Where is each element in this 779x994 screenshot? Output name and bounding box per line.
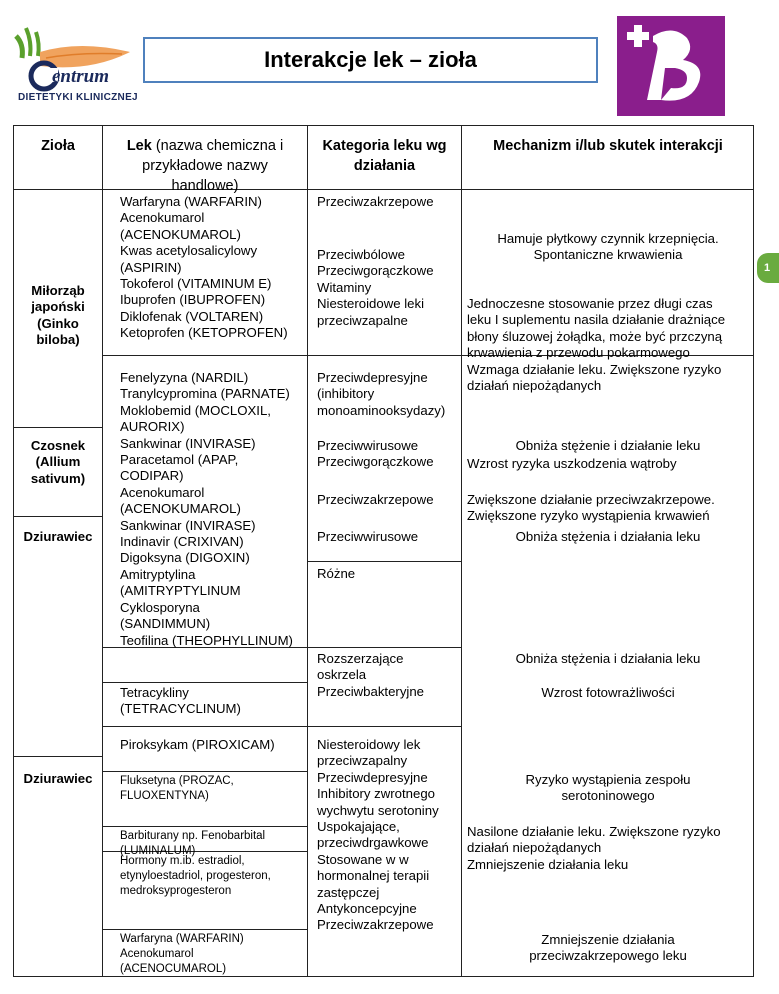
drug-cell: Barbiturany np. Fenobarbital (LUMINALUM) — [120, 830, 266, 857]
column-divider — [307, 126, 308, 976]
centrum-logo — [10, 18, 140, 114]
drug-cell: Tetracykliny (TETRACYCLINUM) — [120, 685, 241, 717]
effect-cell: Obniża stężenie i działanie leku — [515, 438, 701, 453]
header-drug — [103, 136, 307, 196]
row-divider — [103, 826, 308, 827]
row-divider — [103, 726, 462, 727]
row-divider — [14, 756, 103, 757]
row-divider — [103, 929, 308, 930]
drug-cell: Warfaryna (WARFARIN) Acenokumarol (ACENOCUMAROL) — [120, 933, 244, 975]
effect-cell: Zwiększone działanie przeciwzakrzepowe. Zwiększone ryzyko wystąpienia krwawień — [467, 492, 715, 524]
effect-cell: Obniża stężenia i działania leku — [515, 651, 701, 666]
b-cross-icon — [617, 16, 725, 116]
category-cell: Różne — [317, 566, 356, 581]
category-cell: Przeciwwirusowe — [317, 529, 419, 544]
category-cell: Przeciwzakrzepowe — [317, 194, 434, 209]
category-cell: Przeciwdepresyjne (inhibitory monoaminooksydazy) — [317, 370, 446, 418]
header-category: Kategoria leku wg działania — [322, 138, 447, 174]
effect-cell: Jednoczesne stosowanie przez długi czas leku I suplementu nasila działanie drażniące błony śluzowej żołądka, może być przczyną krwawienia z przewodu pokarmowego Wzmaga działanie leku. Zwiększone ryzyko działań niepożądanych — [467, 296, 726, 394]
header-drug-rest: (nazwa chemiczna i przykładowe nazwy handlowe) — [142, 138, 284, 194]
page-number-tab: 1 — [757, 253, 779, 283]
drug-cell: Fluksetyna (PROZAC, FLUOXENTYNA) — [120, 775, 234, 802]
brand-logo — [617, 16, 725, 116]
row-divider — [14, 427, 103, 428]
row-divider — [103, 771, 308, 772]
herb-ginkgo: Miłorząb japoński (Ginko biloba) — [31, 283, 85, 348]
drug-cell: Warfaryna (WARFARIN) Acenokumarol (ACENOKUMAROL) Kwas acetylosalicylowy (ASPIRIN) Tokoferol (VITAMINUM E) Ibuprofen (IBUPROFEN) Diklofenak (VOLTAREN) Ketoprofen (KETOPROFEN) — [120, 194, 288, 341]
header-drug-bold: Lek — [126, 138, 152, 154]
herb-st-johns-wort: Dziurawiec — [23, 529, 93, 544]
category-cell: Niesteroidowy lek przeciwzapalny Przeciwdepresyjne Inhibitory zwrotnego wychwytu serotoniny Uspokajające, przeciwdrgawkowe Stosowane w w hormonalnej terapii zastępczej Antykoncepcyjne Przeciwzakrzepowe — [317, 737, 439, 933]
drug-cell: Fenelyzyna (NARDIL) Tranylcypromina (PARNATE) Moklobemid (MOCLOXIL, AURORIX) Sankwinar (INVIRASE) Paracetamol (APAP, CODIPAR) Acenokumarol (ACENOKUMAROL) Sankwinar (INVIRASE) Indinavir (CRIXIVAN) Digoksyna (DIGOXIN) Amitryptylina (AMITRYPTYLINUM Cyklosporyna (SANDIMMUN) Teofilina (THEOPHYLLINUM) — [120, 370, 293, 648]
category-cell: Przeciwbólowe Przeciwgorączkowe Witaminy Niesteroidowe leki przeciwzapalne — [317, 247, 434, 328]
logo-subtitle: DIETETYKI KLINICZNEJ — [18, 92, 138, 103]
header-herbs: Zioła — [41, 138, 75, 154]
drug-cell: Piroksykam (PIROXICAM) — [120, 737, 275, 752]
effect-cell: Wzrost fotowrażliwości — [541, 685, 675, 700]
drug-cell: Hormony m.ib. estradiol, etynyloestadriol, progesteron, medroksyprogesteron — [120, 855, 271, 897]
row-divider — [103, 682, 308, 683]
effect-cell: Ryzyko wystąpienia zespołu serotoninowego — [525, 772, 691, 804]
header-mechanism: Mechanizm i/lub skutek interakcji — [493, 138, 723, 154]
effect-cell: Obniża stężenia i działania leku — [515, 529, 701, 544]
effect-cell: Hamuje płytkowy czynnik krzepnięcia. Spontaniczne krwawienia — [497, 231, 719, 263]
interaction-table — [13, 125, 754, 977]
row-divider — [308, 561, 462, 562]
category-cell: Przeciwwirusowe Przeciwgorączkowe — [317, 438, 434, 470]
column-divider — [102, 126, 103, 976]
category-cell: Rozszerzające oskrzela Przeciwbakteryjne — [317, 651, 425, 699]
effect-cell: Zmniejszenie działania przeciwzakrzepowego leku — [529, 932, 687, 964]
page-title: Interakcje lek – zioła — [143, 37, 598, 83]
effect-cell: Wzrost ryzyka uszkodzenia wątroby — [467, 456, 677, 471]
row-divider — [14, 516, 103, 517]
logo-wordmark: entrum — [52, 66, 110, 87]
category-cell: Przeciwzakrzepowe — [317, 492, 434, 507]
herb-st-johns-wort-2: Dziurawiec — [23, 771, 93, 786]
effect-cell: Nasilone działanie leku. Zwiększone ryzyko działań niepożądanych Zmniejszenie działania leku — [467, 824, 721, 872]
herb-garlic: Czosnek (Allium sativum) — [30, 438, 86, 486]
